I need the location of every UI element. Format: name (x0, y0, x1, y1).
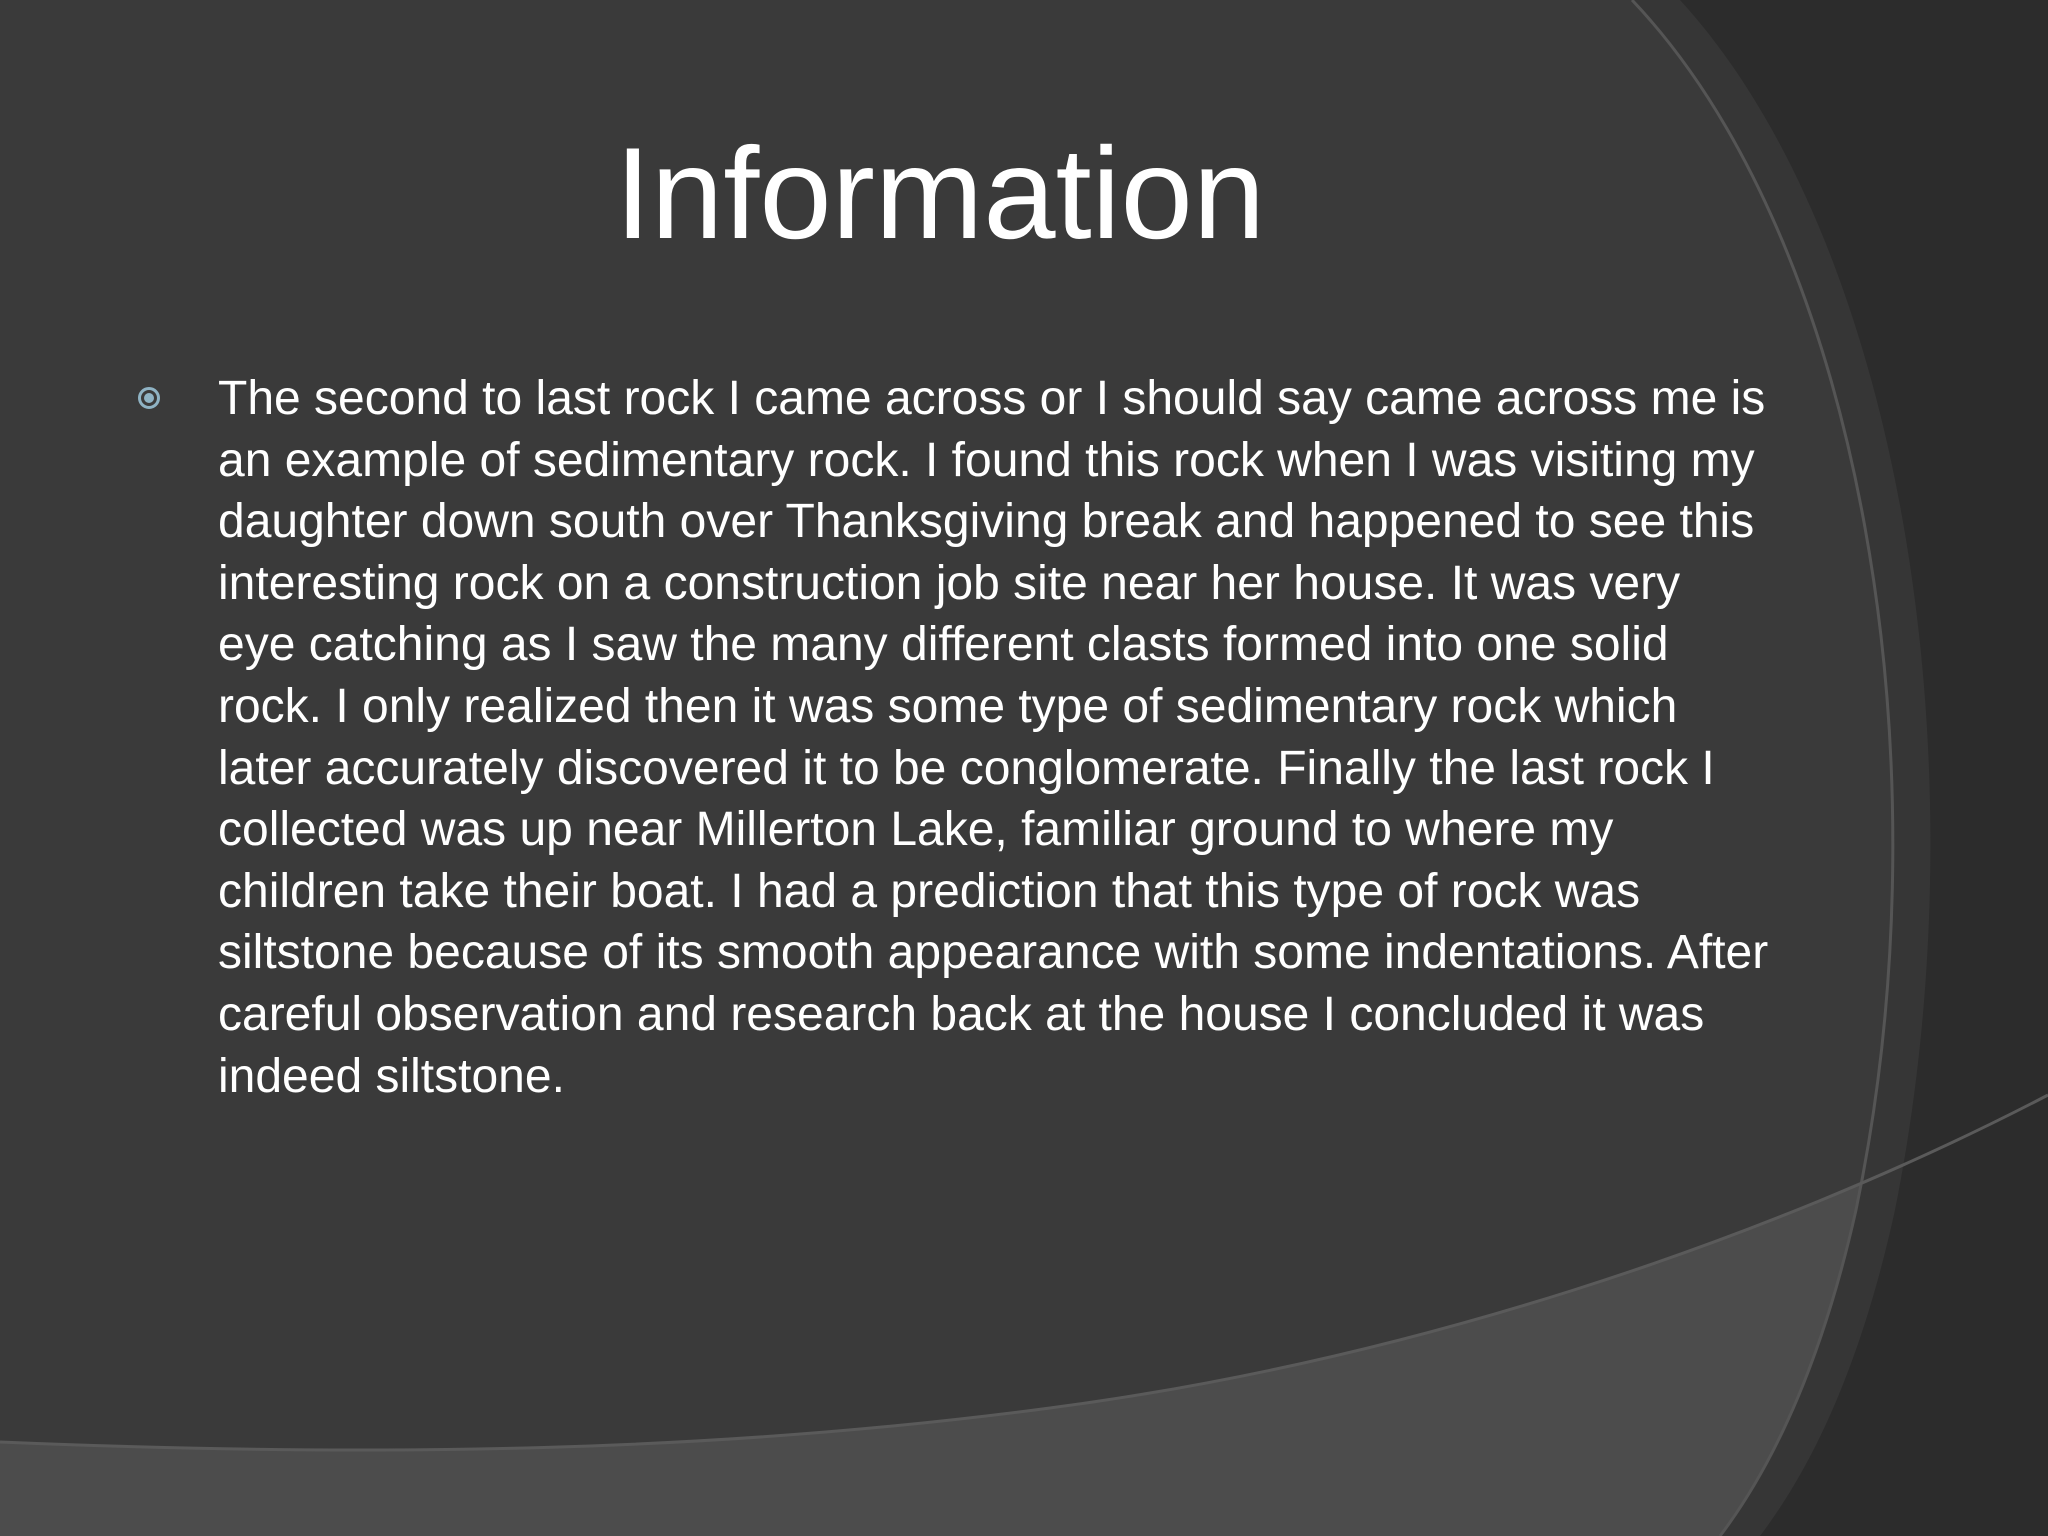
bullet-item (130, 368, 1770, 1107)
slide-title: Information (614, 120, 1266, 266)
circle-dot-icon (138, 387, 160, 409)
background-lower-band (0, 1095, 2048, 1536)
bullet-list (130, 368, 1770, 1107)
bullet-text: The second to last rock I came across or I should say came across me is an example of sedimentary rock. I found this rock when I was visiting my daughter down south over Thanksgiving break and happened to see this interesting rock on a construction job site near her house. It was very eye catching as I saw the many different clasts formed into one solid rock. I only realized then it was some type of sedimentary rock which later accurately discovered it to be conglomerate. Finally the last rock I collected was up near Millerton Lake, familiar ground to where my children take their boat. I had a prediction that this type of rock was siltstone because of its smooth appearance with some indentations. After careful observation and research back at the house I concluded it was indeed siltstone. (218, 372, 1769, 1103)
